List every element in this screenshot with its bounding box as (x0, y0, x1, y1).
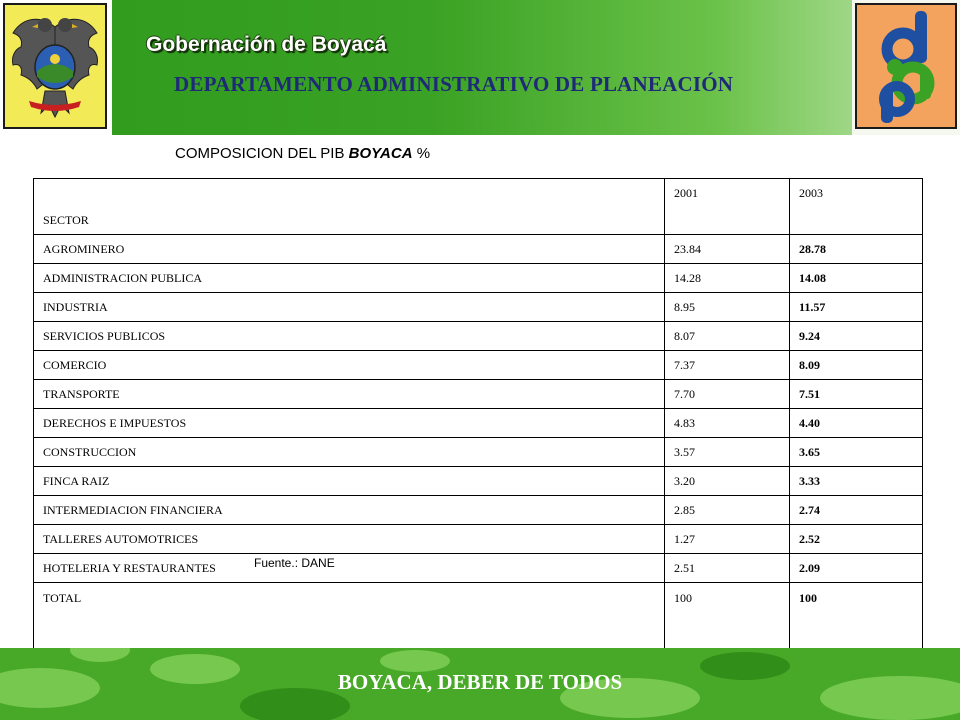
cell-sector: HOTELERIA Y RESTAURANTES (34, 554, 665, 583)
cell-2001: 23.84 (665, 235, 790, 264)
table-row (34, 467, 923, 496)
cell-2001: 7.70 (665, 380, 790, 409)
caption-suffix: % (412, 145, 431, 162)
cell-2003: 4.40 (790, 409, 923, 438)
cell-2003: 28.78 (790, 235, 923, 264)
cell-2003: 3.33 (790, 467, 923, 496)
government-title: Gobernación de Boyacá (146, 33, 387, 56)
table-row (34, 380, 923, 409)
cell-2003: 14.08 (790, 264, 923, 293)
cell-sector: ADMINISTRACION PUBLICA (34, 264, 665, 293)
footer-motto: BOYACA, DEBER DE TODOS (337, 670, 623, 694)
cell-2001: 1.27 (665, 525, 790, 554)
cell-2001: 3.57 (665, 438, 790, 467)
pib-composition-table (33, 178, 923, 678)
table-row (34, 496, 923, 525)
cell-sector: INDUSTRIA (34, 293, 665, 322)
cell-2003: 9.24 (790, 322, 923, 351)
source-note: Fuente.: DANE (254, 556, 335, 570)
cell-total-2001: 100 (665, 583, 790, 678)
table-caption (175, 145, 430, 162)
cell-sector: AGROMINERO (34, 235, 665, 264)
department-title: DEPARTAMENTO ADMINISTRATIVO DE PLANEACIÓN (174, 72, 734, 96)
cell-2003: 2.09 (790, 554, 923, 583)
table-row (34, 409, 923, 438)
header-2003: 2003 (790, 179, 923, 235)
cell-2001: 2.85 (665, 496, 790, 525)
caption-prefix: COMPOSICION DEL PIB (175, 145, 349, 162)
cell-2001: 3.20 (665, 467, 790, 496)
cell-2003: 11.57 (790, 293, 923, 322)
cell-sector: DERECHOS E IMPUESTOS (34, 409, 665, 438)
dap-logo (852, 0, 960, 135)
table-row (34, 554, 923, 583)
header-2001: 2001 (665, 179, 790, 235)
cell-2001: 2.51 (665, 554, 790, 583)
cell-2003: 3.65 (790, 438, 923, 467)
cell-sector: TRANSPORTE (34, 380, 665, 409)
caption-region: BOYACA (348, 145, 413, 162)
cell-2003: 2.74 (790, 496, 923, 525)
coat-of-arms-icon (5, 5, 105, 127)
table-row (34, 525, 923, 554)
table-row (34, 235, 923, 264)
cell-sector: FINCA RAIZ (34, 467, 665, 496)
cell-total-2003: 100 (790, 583, 923, 678)
cell-2003: 8.09 (790, 351, 923, 380)
cell-sector: TALLERES AUTOMOTRICES (34, 525, 665, 554)
table-header-row (34, 179, 923, 235)
cell-sector: INTERMEDIACION FINANCIERA (34, 496, 665, 525)
table-row (34, 438, 923, 467)
cell-sector: CONSTRUCCION (34, 438, 665, 467)
header-banner (0, 0, 960, 135)
cell-2001: 4.83 (665, 409, 790, 438)
dap-logo-icon (857, 5, 955, 127)
header-sector: SECTOR (34, 179, 665, 235)
table-row (34, 264, 923, 293)
cell-total-label: TOTAL (34, 583, 665, 678)
table-row (34, 322, 923, 351)
cell-2001: 14.28 (665, 264, 790, 293)
cell-2001: 8.95 (665, 293, 790, 322)
table-row (34, 293, 923, 322)
coat-of-arms-logo (0, 0, 112, 135)
cell-2003: 7.51 (790, 380, 923, 409)
cell-sector: SERVICIOS PUBLICOS (34, 322, 665, 351)
cell-2003: 2.52 (790, 525, 923, 554)
cell-2001: 8.07 (665, 322, 790, 351)
cell-sector: COMERCIO (34, 351, 665, 380)
table-row (34, 351, 923, 380)
cell-2001: 7.37 (665, 351, 790, 380)
